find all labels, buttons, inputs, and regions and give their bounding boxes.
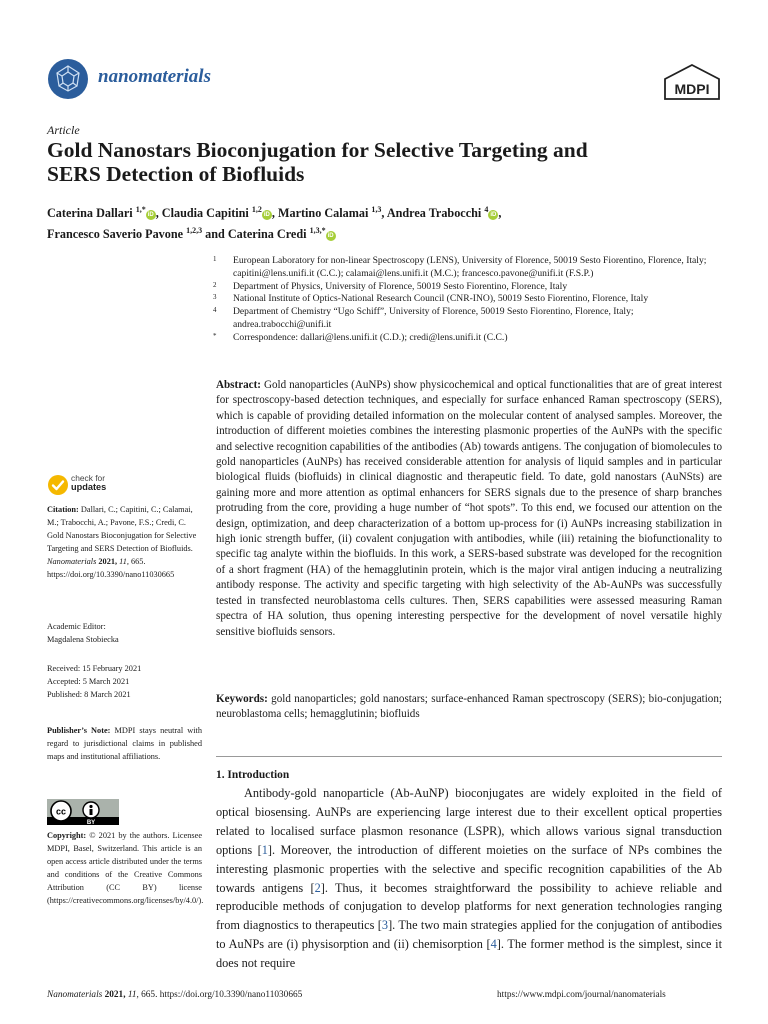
intro-paragraph: [216, 784, 722, 973]
author-name[interactable]: Martino Calamai: [277, 206, 369, 221]
affiliation-item: 4 Department of Chemistry “Ugo Schiff”, University of Florence, 50019 Sesto Fiorentino, Florence, Italy; andrea.trabocchi@unifi.it: [213, 306, 634, 330]
keywords-label: Keywords:: [216, 693, 268, 705]
mdpi-logo-icon[interactable]: [663, 64, 721, 100]
footer-volume: 11,: [127, 990, 139, 1000]
orcid-icon[interactable]: iD: [490, 212, 497, 219]
footer-doi[interactable]: 665. https://doi.org/10.3390/nano11030665: [141, 990, 303, 1000]
title-line-2: SERS Detection of Biofluids: [47, 162, 305, 186]
pubnote-label: Publisher’s Note:: [47, 726, 111, 735]
reference-link[interactable]: 1: [261, 842, 268, 857]
citation-journal: Nanomaterials: [47, 557, 97, 566]
editor-name: Magdalena Stobiecka: [47, 635, 119, 644]
pubnote-text: MDPI stays neutral with regard to jurisdictional claims in published maps and institutional affiliations.: [47, 726, 203, 761]
citation-volume: 11,: [119, 557, 129, 566]
intro-text: ]. The former method is the simplest, since it does not require: [216, 937, 723, 971]
author-name[interactable]: Claudia Capitini: [161, 206, 249, 221]
affiliation-item: 3 National Institute of Optics-National Research Council (CNR-INO), 50019 Sesto Fiorentino, Florence, Italy: [213, 293, 649, 305]
check-for-updates[interactable]: [71, 474, 106, 492]
copyright-text: © 2021 by the authors. Licensee MDPI, Basel, Switzerland. This article is an open access article distributed under the terms and conditions of the Creative Commons Attribution (CC BY) license (https://creativecommons.org/licenses/by/4.0/).: [47, 831, 204, 905]
academic-editor: [47, 620, 202, 646]
intro-text: ]. Thus, it becomes straightforward the possibility to achieve reliable and reproducible methods of conjugation to develop platforms for next generation technologies ranging from diagnostics to therapeutics [: [216, 880, 722, 933]
footer-url[interactable]: https://www.mdpi.com/journal/nanomaterials: [497, 990, 666, 1000]
cc-label: cc: [55, 806, 67, 817]
orcid-icon[interactable]: iD: [263, 212, 270, 219]
journal-logo-icon: [47, 58, 89, 100]
orcid-icon[interactable]: iD: [327, 233, 334, 240]
author-name[interactable]: Andrea Trabocchi: [386, 206, 482, 221]
intro-text: Antibody-gold nanoparticle (Ab-AuNP) bioconjugates are widely exploited in the field of optical biosensing. AuNPs are experiencing large interest due to their excellent optical properties related to localised surface plasmon resonance (LSPR), which allows various signal transduction options [: [216, 786, 722, 857]
author-affil: 1,*: [135, 205, 146, 214]
citation-text: Dallari, C.; Capitini, C.; Calamai, M.; Trabocchi, A.; Pavone, F.S.; Credi, C. Gold Nanostars Bioconjugation for Selective Targeting and SERS Detection of Biofluids.: [47, 505, 197, 553]
published-date: Published: 8 March 2021: [47, 690, 131, 699]
intro-text: ]. Moreover, the introduction of different moieties on the surface of NPs combines the interesting plasmonic properties with the selective and specific recognition capabilities of the Ab towards antigens [: [216, 842, 722, 895]
paper-title: [47, 138, 727, 186]
footer-journal: Nanomaterials: [47, 990, 103, 1000]
mdpi-logo-text: MDPI: [674, 81, 710, 97]
footer-citation: [47, 990, 302, 1000]
accepted-date: Accepted: 5 March 2021: [47, 677, 130, 686]
check-line-2: updates: [71, 482, 107, 492]
footer-year: 2021,: [104, 990, 126, 1000]
citation-label: Citation:: [47, 505, 79, 514]
divider: [216, 756, 722, 757]
author-affil: 1,2,3: [186, 226, 203, 236]
orcid-icon[interactable]: iD: [147, 212, 154, 219]
author-affil: 1,3: [371, 205, 382, 214]
publisher-note: [47, 724, 202, 763]
affiliations: [213, 255, 728, 345]
author-name[interactable]: Francesco Saverio Pavone: [47, 227, 184, 242]
affiliation-item: 1 European Laboratory for non-linear Spectroscopy (LENS), University of Florence, 50019 Sesto Fiorentino, Florence, Italy; capitini@lens.unifi.it (C.C.); calamai@lens.unifi.it (M.C.); francesco.pavone@unifi.it (F.S.P.): [213, 255, 707, 279]
abstract-text: Gold nanoparticles (AuNPs) show physicochemical and optical functionalities that are of great interest for spectroscopy-based detection techniques, and especially for surface enhanced Raman spectroscopy (SERS), which is capable of providing detailed information on the molecular content of analysed samples. Moreover, the introduction of different moieties combines the interesting plasmonic properties of the AuNPs with the specific and selective recognition capabilities of the antibodies (Ab) towards antigens. The conjugation of biomolecules to gold nanoparticles (AuNPs) has received considerable attention for analysis of liquid samples and in particular biological fluids (biofluids) in clinical diagnostic and therapeutic field. To date, gold nanostars (AuNSts) are gaining more and more attention as optimal enhancers for SERS signals due to the presence of sharp branches protruding from the core, providing a huge number of “hot spots”. To this end, we focused our attention on the design, optimization, and deep characterization of a bottom up-process for (i) AuNPs increasing stabilization in high ionic strength buffer, (ii) covalent conjugation with antibodies, while (iii) retaining the biofunctionality to specific tag analyte within the biofluids. In this work, a SERS-based substrate was developed for the recognition of a short fragment (HA) of the hemagglutinin protein, which is the major viral antigen inducing a neutralizing antibody response. The activity and specific targeting with high selectivity of the Ab-AuNPs was successfully tested in transfected neuroblastoma cells cultures. Then, SERS capabilities were assessed measuring Raman spectra of HA solution, thus opening interesting perspective for the development of novel versatile highly sensitive biofluids sensors.: [216, 379, 722, 638]
keywords: [216, 692, 722, 723]
author-list: Caterina Dallari $^{1,*}$iD , Claudia Capitini $^{1,2}$iD , Martino Calamai $^{1,3}$, Andrea Trabocchi $^4$iD , Francesco Saverio Pavone $^{1,2,3}$ and Caterina Credi $^{1,3,*}$iD: [47, 205, 502, 242]
copyright-label: Copyright:: [47, 831, 87, 840]
check-line-1: check for: [71, 473, 105, 483]
author-name[interactable]: Caterina Dallari: [47, 206, 133, 221]
reference-link[interactable]: 3: [381, 918, 389, 933]
received-date: Received: 15 February 2021: [47, 664, 142, 673]
copyright: [47, 829, 202, 907]
title-line-1: Gold Nanostars Bioconjugation for Selective Targeting and: [47, 138, 588, 162]
section-heading: 1. Introduction: [216, 769, 290, 781]
abstract: [216, 378, 722, 640]
cc-by-label: BY: [86, 820, 96, 825]
citation-year: 2021,: [98, 557, 118, 566]
abstract-label: Abstract:: [216, 379, 261, 391]
cc-by-license-icon[interactable]: [47, 799, 119, 825]
article-type: Article: [47, 123, 80, 137]
reference-link[interactable]: 2: [314, 880, 321, 895]
author-name[interactable]: Caterina Credi: [227, 227, 307, 242]
affiliation-item: 2 Department of Physics, University of Florence, 50019 Sesto Fiorentino, Florence, Italy: [213, 280, 568, 292]
journal-name[interactable]: nanomaterials: [98, 66, 211, 87]
author-affil: 4: [484, 205, 489, 214]
citation-doi[interactable]: 665. https://doi.org/10.3390/nano11030665: [47, 557, 175, 579]
editor-label: Academic Editor:: [47, 622, 106, 631]
check-for-updates-icon[interactable]: [47, 474, 69, 496]
correspondence: * Correspondence: dallari@lens.unifi.it (C.D.); credi@lens.unifi.it (C.C.): [213, 331, 508, 343]
author-affil: 1,3,*: [309, 226, 326, 236]
author-affil: 1,2: [251, 205, 262, 214]
reference-link[interactable]: 4: [490, 937, 497, 952]
citation: [47, 503, 202, 581]
dates: [47, 662, 202, 701]
intro-text: ]. The two main strategies applied for the conjugation of antibodies to AuNPs are (i) physisorption and (ii) chemisorption [: [216, 918, 722, 952]
keywords-text: gold nanoparticles; gold nanostars; surface-enhanced Raman spectroscopy (SERS); bio-conjugation; neuroblastoma cells; hemagglutinin; biofluids: [216, 693, 722, 721]
